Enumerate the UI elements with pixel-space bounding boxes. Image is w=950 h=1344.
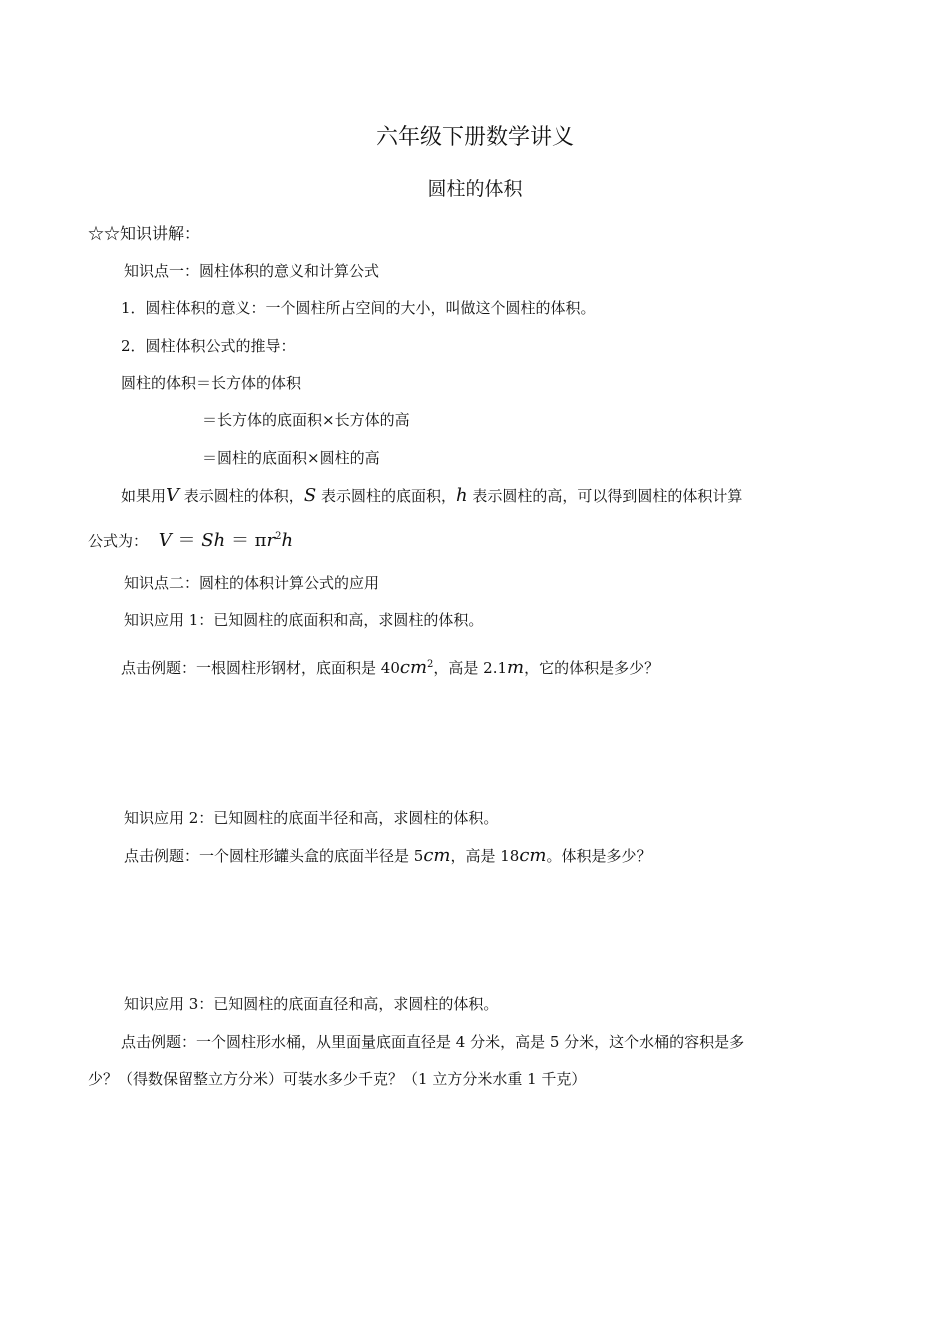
formula-sh: Sh [201,530,226,551]
def-h: 表示圆柱的高，可以得到圆柱的体积计算 [472,487,743,505]
example-1 [121,655,659,678]
application-1: 知识应用 1：已知圆柱的底面积和高，求圆柱的体积。 [124,611,484,629]
unit-cm: cm [423,845,451,866]
unit-cm: cm [519,845,547,866]
example-1-text-a: 点击例题：一根圆柱形钢材，底面积是 40 [121,659,400,677]
kp1-heading: 知识点一：圆柱体积的意义和计算公式 [124,262,380,280]
formula-h: h [281,530,294,551]
example-2-text-c: 。体积是多少？ [546,847,652,865]
derive-line-2: ＝长方体的底面积×长方体的高 [202,411,410,429]
example-1-text-c: ，它的体积是多少？ [524,659,660,677]
formula-v: V [158,530,172,551]
unit-square: 2 [427,659,434,670]
volume-formula [88,527,293,551]
example-2 [124,846,652,866]
example-1-text-b: ，高是 2.1 [433,659,508,677]
var-v: V [166,485,180,506]
example-2-text-a: 点击例题：一个圆柱形罐头盒的底面半径是 5 [124,847,424,865]
application-3: 知识应用 3：已知圆柱的底面直径和高，求圆柱的体积。 [124,995,499,1013]
section-heading: ☆☆知识讲解： [88,224,201,243]
unit-m: m [507,657,525,678]
example-3-line-2: 少？（得数保留整立方分米）可装水多少千克？（1 立方分米水重 1 千克） [88,1070,587,1088]
def-v: 表示圆柱的体积， [183,487,304,505]
kp1-item1: 1．圆柱体积的意义：一个圆柱所占空间的大小，叫做这个圆柱的体积。 [121,299,596,317]
example-2-text-b: ，高是 18 [450,847,520,865]
formula-eq-2: ＝ [230,530,249,551]
page-title: 六年级下册数学讲义 [375,125,574,150]
formula-pi: π [254,530,267,551]
derive-line-3: ＝圆柱的底面积×圆柱的高 [202,449,380,467]
formula-prefix: 公式为： [88,532,149,550]
application-2: 知识应用 2：已知圆柱的底面半径和高，求圆柱的体积。 [124,809,499,827]
var-s: S [303,485,317,506]
kp1-item2: 2．圆柱体积公式的推导： [121,337,296,355]
formula-square: 2 [275,531,282,542]
derive-line-1: 圆柱的体积＝长方体的体积 [121,374,302,392]
kp2-heading: 知识点二：圆柱的体积计算公式的应用 [124,574,380,592]
def-s: 表示圆柱的底面积， [320,487,456,505]
variable-definition [121,486,742,506]
unit-cm: cm [399,657,428,678]
var-h: h [455,485,468,506]
if-prefix: 如果用 [121,487,167,505]
formula-eq-1: ＝ [177,530,196,551]
formula-r: r [266,530,276,551]
example-3-line-1: 点击例题：一个圆柱形水桶，从里面量底面直径是 4 分米，高是 5 分米，这个水桶的容积是多 [121,1033,745,1051]
page-subtitle: 圆柱的体积 [427,178,523,200]
